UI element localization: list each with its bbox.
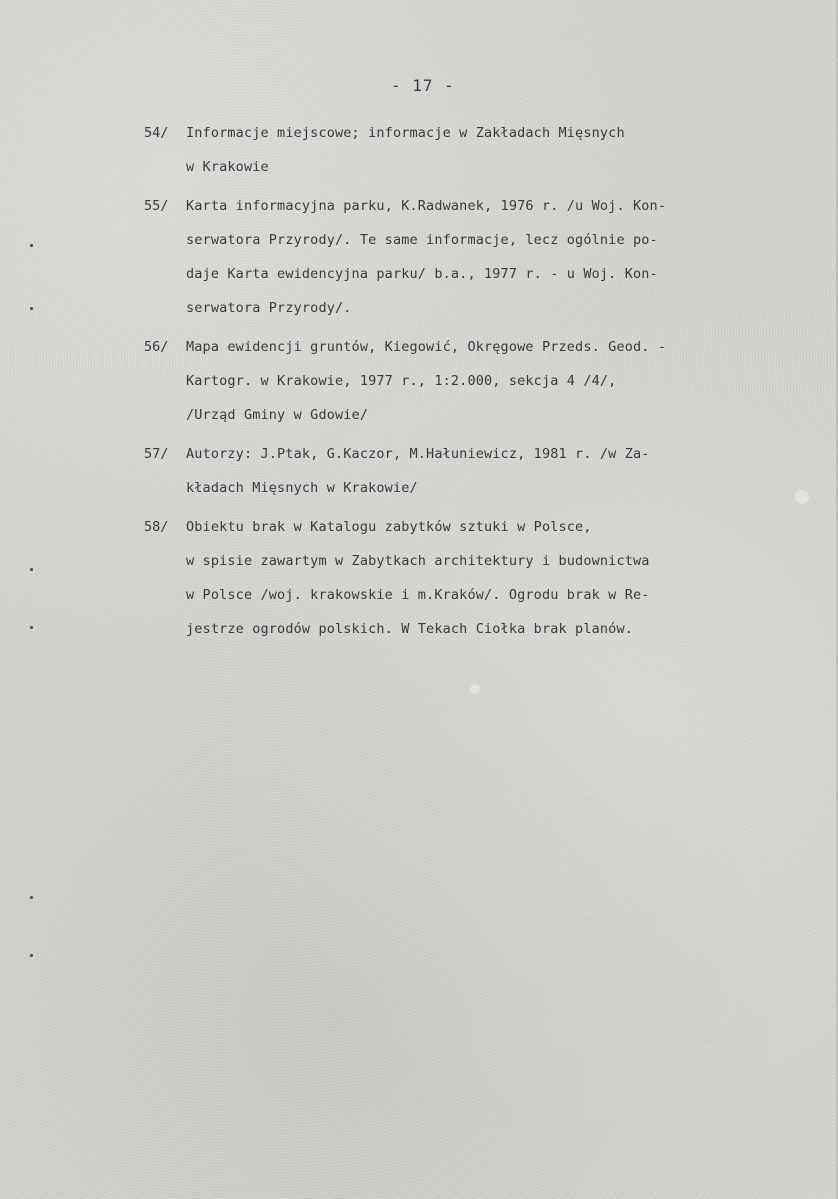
scan-speck [30, 896, 33, 899]
scan-speck [30, 307, 33, 310]
entry-number: 57/ [144, 446, 169, 462]
scan-speck [30, 244, 33, 247]
scan-blot [795, 490, 809, 504]
entry-text: Obiektu brak w Katalogu zabytków sztuki w Polsce, w spisie zawartym w Zabytkach architektury i budownictwa w Polsce /woj. krakowskie i m.Kraków/. Ogrodu brak w Re- jestrze ogrodów polskich. W Tekach Ciołka brak planów. [186, 519, 650, 637]
scan-speck [30, 954, 33, 957]
entry-number: 55/ [144, 198, 169, 214]
entry-number: 56/ [144, 339, 169, 355]
entry-text: Autorzy: J.Ptak, G.Kaczor, M.Hałuniewicz, 1981 r. /w Za- kładach Mięsnych w Krakowie/ [186, 446, 650, 496]
entry-text: Mapa ewidencji gruntów, Kiegowić, Okręgowe Przeds. Geod. - Kartogr. w Krakowie, 1977 r., 1:2.000, sekcja 4 /4/, /Urząd Gminy w Gdowie/ [186, 339, 667, 423]
page-number: - 17 - [391, 76, 455, 95]
bibliography-entry [0, 437, 838, 505]
bibliography-entry [0, 510, 838, 646]
entry-number: 54/ [144, 125, 169, 141]
entry-number: 58/ [144, 519, 169, 535]
entry-text: Informacje miejscowe; informacje w Zakładach Mięsnych w Krakowie [186, 125, 625, 175]
bibliography-list [0, 116, 838, 651]
bibliography-entry [0, 116, 838, 184]
entry-text: Karta informacyjna parku, K.Radwanek, 1976 r. /u Woj. Kon- serwatora Przyrody/. Te same informacje, lecz ogólnie po- daje Karta ewidencyjna parku/ b.a., 1977 r. - u Woj. Kon- serwatora Przyrody/. [186, 198, 667, 316]
bibliography-entry [0, 189, 838, 325]
bibliography-entry [0, 330, 838, 432]
scan-speck [30, 568, 33, 571]
scan-speck [30, 626, 33, 629]
scan-blot [470, 684, 480, 694]
